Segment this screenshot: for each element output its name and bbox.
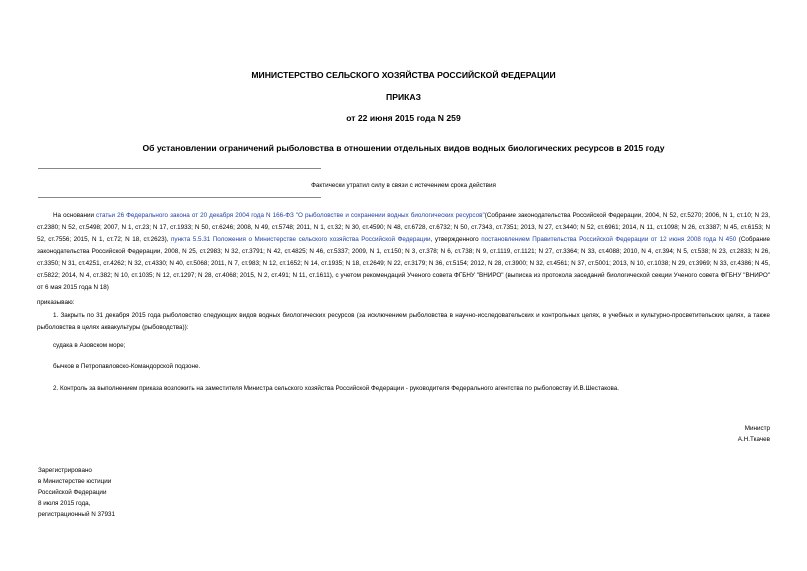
preamble-text-1: На основании [53, 212, 97, 219]
document-title: Об установлении ограничений рыболовства в отношении отдельных видов водных биологических ресурсов в 2015 году [142, 143, 665, 153]
registration-line-1: Зарегистрировано [38, 467, 92, 474]
subitem-zander: судака в Азовском море; [53, 342, 126, 349]
registration-line-4: 8 июля 2015 года, [38, 500, 91, 507]
registration-block [38, 465, 115, 520]
preamble-text-4: (Собрание законодательства Российской Федерации, 2008, N 25, ст.2983; N 32, ст.3791; N 42, ст.4825; N 46, ст.5337; 2009, N 1, ст.150; N 3, ст.378; N 6, ст.738; N 9, ст.1119, ст.1121; N 27, ст.3364; N 33, ст.4088; 2010, N 4, ст.394; N 5, ст.538; N 23, ст.2833; N 26, ст.3350; N 31, ст.4251, ст.4262; N 32, ст.4330; N 40, ст.5068; 2011, N 7, ст.983; N 12, ст.1652; N 14, ст.1935; N 18, ст.2649; N 22, ст.3179; N 36, ст.5154; 2012, N 28, ст.3900; N 32, ст.4561; N 37, ст.5001; 2013, N 10, ст.1038; N 29, ст.3969; N 33, ст.4386; N 45, ст.5822; 2014, N 4, ст.382; N 10, ст.1035; N 12, ст.1297; N 28, ст.4068; 2015, N 2, ст.491; N 11, ст.1611), с учетом рекомендаций Ученого совета ФГБНУ "ВНИРО" (выписка из протокола заседаний биологической секции Ученого совета ФГБНУ "ВНИРО" от 6 мая 2015 года N 18) [37, 236, 770, 291]
government-decree-link[interactable]: постановлением Правительства Российской Федерации от 12 июня 2008 года N 450 [481, 236, 737, 243]
federal-law-link[interactable]: статьи 26 Федерального закона от 20 декабря 2004 года N 166-ФЗ "О рыболовстве и сохранении водных биологических ресурсов" [96, 212, 485, 219]
item-2: 2. Контроль за выполнением приказа возложить на заместителя Министра сельского хозяйства Российской Федерации - руководителя Федерального агентства по рыболовству И.В.Шестакова. [53, 385, 620, 392]
ministry-title: МИНИСТЕРСТВО СЕЛЬСКОГО ХОЗЯЙСТВА РОССИЙСКОЙ ФЕДЕРАЦИИ [251, 70, 556, 80]
preamble-text-3: , утвержденного [430, 236, 482, 243]
status-note: Фактически утратил силу в связи с истечением срока действия [311, 182, 496, 189]
signature-position: Министр [744, 425, 770, 432]
document-date-number: от 22 июня 2015 года N 259 [346, 113, 461, 123]
preamble-paragraph [37, 210, 770, 294]
signature-name: А.Н.Ткачев [737, 436, 770, 443]
registration-line-3: Российской Федерации [38, 489, 107, 496]
bottom-divider [38, 197, 321, 198]
top-divider [38, 168, 321, 169]
subitem-gobies: бычков в Петропавловско-Командорской подзоне. [53, 363, 201, 370]
registration-line-2: в Министерстве юстиции [38, 478, 112, 485]
document-type: ПРИКАЗ [386, 92, 421, 102]
registration-line-5: регистрационный N 37931 [38, 511, 116, 518]
order-word: приказываю: [37, 299, 75, 306]
preamble-text-2: (Собрание законодательства Российской Федерации, 2004, N 52, ст.5270; 2006, N 1, ст.10; N 23, ст.2380; N 52, ст.5498; 2007, N 1, ст.23; N 17, ст.1933; N 50, ст.6246; 2008, N 49, ст.5748; 2011, N 1, ст.32; N 30, ст.4590; N 48, ст.6728, ст.6732; N 50, ст.7343, ст.7351; 2013, N 27, ст.3440; N 52, ст.6961; 2014, N 11, ст.1098; N 26, ст.3387; N 45, ст.6153; N 52, ст.7556; 2015, N 1, ст.72; N 18, ст.2623), [37, 212, 770, 243]
regulation-point-link[interactable]: пункта 5.5.31 Положения о Министерстве сельского хозяйства Российской Федерации [171, 236, 431, 243]
item-1: 1. Закрыть по 31 декабря 2015 года рыболовство следующих видов водных биологических ресурсов (за исключением рыболовства в научно-исследовательских и контрольных целях, в учебных и культурно-просветительских целях, а также рыболовства в целях аквакультуры (рыбоводства)): [37, 312, 770, 331]
